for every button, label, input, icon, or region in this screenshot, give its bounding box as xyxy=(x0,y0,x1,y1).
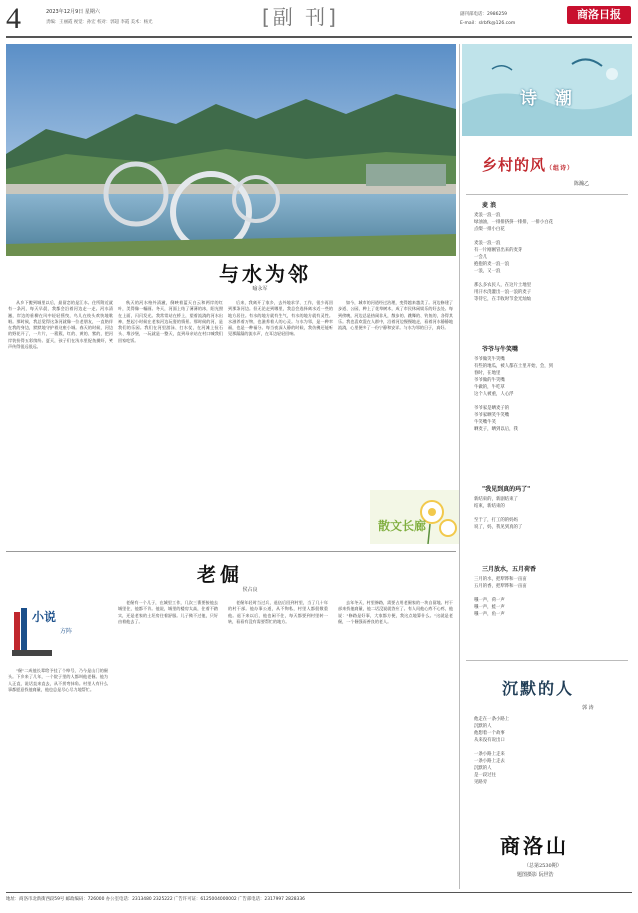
column-divider xyxy=(459,44,460,889)
poetry-banner xyxy=(462,44,632,136)
editor-email: E-mail：slrbfk@126.com xyxy=(460,21,516,26)
poem-author: 郭 涛 xyxy=(582,705,594,711)
section-title: [副 刊] xyxy=(262,5,339,29)
prose-column-decoration xyxy=(370,490,460,544)
section-divider xyxy=(6,551,456,552)
shangluo-title: 商洛山 xyxy=(500,834,569,858)
article-author: 喻永军 xyxy=(252,286,268,292)
poem-divider xyxy=(466,660,628,661)
poem-subtitle: "我见到真的玛了" xyxy=(482,486,531,493)
article-column: 老倔有一个儿子，在城里工作，几次三番要接他去城里住，他都不肯。他说，城里的楼房太高，住着不踏实，还是老家的土坯房住着舒服。儿子拗不过他，只好由着他去了。 xyxy=(118,600,218,624)
article-column: "倔"二成他长辈给予挂了个绰号，乃今是山门的倔头。下乡来了几年，一个院子里的人都叫他老倔。他为人正直，说话直来直去，从不拐弯抹角。村里人有什么事都愿意找他商量，他也总是尽心尽力地帮忙。 xyxy=(8,668,108,692)
page-header xyxy=(0,0,638,40)
river-photo xyxy=(6,44,456,256)
article-column: 后来，我离开了家乡，去外地求学、工作，很少再回到那条河边。但无论走到哪里，我总会选择离水近一些的地方居住。有水的地方就有生气，有水的地方就有灵性。水滋养着万物，也滋养着人的心灵。与水为邻，是一种幸福，也是一种福分。每当夜深人静的时候，我仿佛还能听见那潺潺的流水声，在耳边轻轻回响。 xyxy=(228,300,333,337)
shangluo-credit: 题图摄影 阮世浩 xyxy=(517,872,554,878)
prose-tag: 散文长廊 xyxy=(378,519,427,533)
poem-text: 爷爷做笑牛笑嘴 有些的地瓜，被人都在土里开始，会，到 春时，在地里 爷爷做的牛笑嘴 牛做的，牛吃草 这个人被重，人心浮 爷爷家是晒麦子的 爷爷家晒笑牛笑嘴 牛笑嘴牛笑 晒麦子，晒到以后，我 xyxy=(474,357,554,432)
footer-address: 地址：商洛市北新街西段59号 邮政编码：726000 办公室电话：2313480 2325222 广告许可证：6125004000002 广告部电话：2317997 2828336 xyxy=(6,897,305,902)
page-number: 4 xyxy=(6,2,21,35)
poem-title: 乡村的风（组诗） xyxy=(482,156,575,174)
article-title-stubborn: 老倔 xyxy=(196,564,243,586)
novel-column-badge xyxy=(10,602,90,664)
article-column: 从乡下搬到城里以后，最留恋的是江水。住所附近就有一条河，每天早晨，我都会沿着河边走一走。河水清澈，岸边的垂柳在风中轻轻摇曳，鸟儿在枝头欢快地歌唱。那时候，我总觉得这条河就像一位老朋友，一直陪伴在我的身边，默默地守护着这座小城。春天的时候，河边的野花开了，一片片，一簇簇，红的、黄的、紫的，把河岸装扮得五彩缤纷。夏天，孩子们在浅水里捉鱼摸虾，笑声传得很远很远。 xyxy=(8,300,113,350)
poetry-column xyxy=(462,44,632,889)
poem-text: 三月的水，把犁铧和一亩亩 五月的香，把犁铧和一亩亩 哦一声，荷一声 哦一声，蛙一声 哦一声，鱼一声 xyxy=(474,577,527,617)
shangluo-issue: （总第2530期） xyxy=(524,863,562,869)
poem-subtitle: 三月放水，五月荷香 xyxy=(482,566,537,573)
editor-phone: 副刊部电话：2986259 xyxy=(460,12,508,17)
novel-tag-sub: 方阵 xyxy=(60,628,73,635)
shangluo-mountain-column xyxy=(462,824,632,889)
novel-tag: 小说 xyxy=(32,610,57,624)
staff-credits: 责编：王丽霞 视觉：孙宏 校对：郭超 李霞 美术：杨光 xyxy=(46,20,153,25)
newspaper-logo: 商洛日报 xyxy=(567,6,631,24)
issue-date: 2023年12月9日 星期六 xyxy=(46,9,100,15)
poem-divider xyxy=(466,194,628,195)
article-column: 老倔年轻时当过兵，退伍后回到村里，当了几十年的村干部。他办事公道，从不徇私，村里人都很敬重他。退下来以后，他也闲不住，每天都要到村里转一转，看看有没有需要帮忙的地方。 xyxy=(228,600,328,624)
article-column: 秋天的河水格外清澈，倒映着蓝天白云和两岸的红叶，美得像一幅画。冬天，河面上结了薄薄的冰，阳光照在上面，闪闪发光。我常常站在桥上，望着流淌的河水出神，想起小时候在老家河边玩耍的情景。那时候的河，是我们的乐园。我们在河里游泳、打水仗，在河滩上捡石头、堆沙堡，一玩就是一整天，直到母亲站在村口喊我们回家吃饭。 xyxy=(118,300,223,343)
article-title-neighbor-water: 与水为邻 xyxy=(219,262,311,286)
article-author: 侯占良 xyxy=(242,587,258,593)
poem-subtitle: 麦 浪 xyxy=(482,202,497,209)
article-column: 去年冬天，村里修路，需要占用老倔家的一块自留地。村干部来找他商量，他二话没说就答应了。有人问他心疼不心疼，他说："修路是好事，大家都方便，我这点地算什么。"这就是老倔，一个倔强而善良的老人。 xyxy=(338,600,453,624)
poem-text: 他走在一条小路上 沉默的人 他想着一个故事 从来没有说出口 一条小路上走来 一条小路上走去 沉默的人 是一段过往 见路旁 xyxy=(474,717,510,785)
poem-subtitle: 爷爷与牛笑嘴 xyxy=(482,346,519,353)
header-rule xyxy=(6,36,632,38)
poetry-banner-title: 诗 潮 xyxy=(520,89,578,109)
article-column: 如今，城市的河道经过治理，变得越来越美了。河边修建了步道、公园，种上了花草树木，成了市民休闲娱乐的好去处。每到傍晚，河边总是热闹非凡，散步的、跳舞的、钓鱼的，各得其乐。我也喜欢混在人群中，沿着河边慢慢地走，看着河水静静地流淌，心里便多了一份宁静和安详。与水为邻的日子，真好。 xyxy=(338,300,453,331)
footer-rule xyxy=(6,892,632,893)
poem-text: 麦浪一浪一浪 绿油油，一排排挤挤一排排，一排小白花 点缀一排小白花 麦浪一浪一浪 有一片刚刚冒出来的麦芽 一会儿 抱抱的麦一浪一浪 一浪，又一浪 那么多农民人，在这片土地里 用汗水浇灌出一浪一浪的麦子 等待它，在丰收时节金光灿灿 xyxy=(474,213,554,302)
poem-text: 新结束的，新剧结束了 结束，新结束的 至于了，打工的的妈妈 说了，妈，我见到真的了 xyxy=(474,497,523,530)
poem-author: 陈瀚乙 xyxy=(574,181,590,187)
poem-title-silent: 沉默的人 xyxy=(502,679,575,698)
